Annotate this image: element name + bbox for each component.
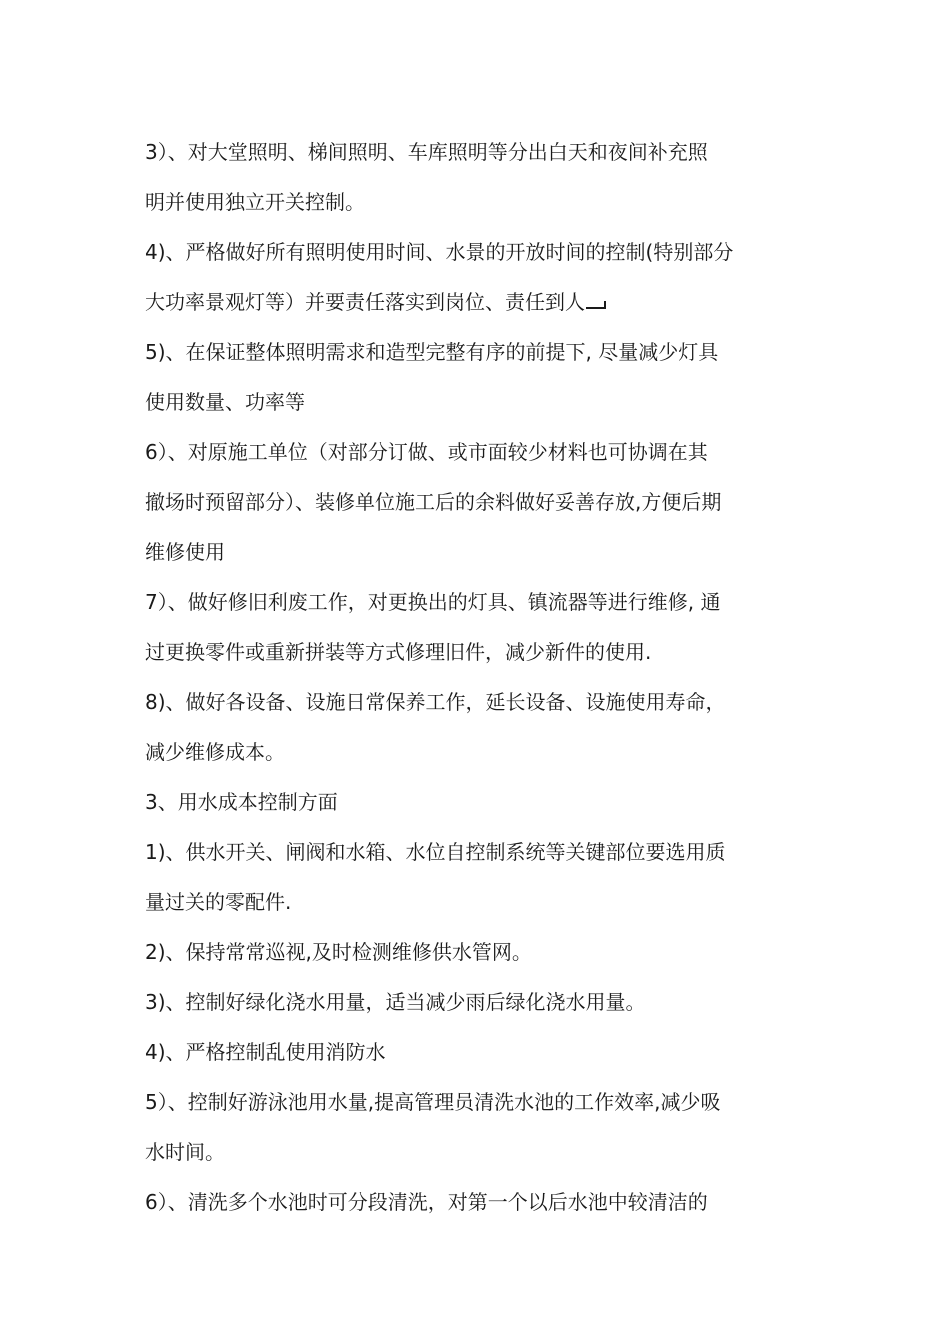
text-line: 6）、对原施工单位（对部分订做、或市面较少材料也可协调在其 xyxy=(145,440,708,464)
paragraph-lighting-5 xyxy=(145,327,809,427)
paragraph-water-3 xyxy=(145,977,809,1027)
text-line: 大功率景观灯等）并要责任落实到岗位、责任到人 xyxy=(145,290,585,314)
paragraph-water-6 xyxy=(145,1177,809,1227)
text-line: 维修使用 xyxy=(145,540,225,564)
text-line: 4)、严格控制乱使用消防水 xyxy=(145,1040,386,1064)
text-line: 水时间。 xyxy=(145,1140,225,1164)
text-line: 量过关的零配件. xyxy=(145,890,292,914)
text-line: 明并使用独立开关控制。 xyxy=(145,190,365,214)
paragraph-lighting-7 xyxy=(145,577,809,677)
paragraph-water-2 xyxy=(145,927,809,977)
text-line: 1)、供水开关、闸阀和水箱、水位自控制系统等关键部位要选用质 xyxy=(145,840,726,864)
text-line: 4)、严格做好所有照明使用时间、水景的开放时间的控制(特别部分 xyxy=(145,240,734,264)
paragraph-lighting-3 xyxy=(145,127,809,227)
text-line: 减少维修成本。 xyxy=(145,740,285,764)
document-body xyxy=(145,127,809,1227)
section-heading-water xyxy=(145,777,809,827)
text-line: 7）、做好修旧利废工作，对更换出的灯具、镇流器等进行维修, 通 xyxy=(145,590,721,614)
paragraph-lighting-6 xyxy=(145,427,809,577)
text-line: 过更换零件或重新拼装等方式修理旧件，减少新件的使用. xyxy=(145,640,652,664)
text-line: 5)、在保证整体照明需求和造型完整有序的前提下, 尽量减少灯具 xyxy=(145,340,719,364)
text-line: 8)、做好各设备、设施日常保养工作，延长设备、设施使用寿命， xyxy=(145,690,726,714)
return-mark-icon xyxy=(586,301,606,309)
text-line: 3)、控制好绿化浇水用量，适当减少雨后绿化浇水用量。 xyxy=(145,990,646,1014)
text-line: 3）、对大堂照明、梯间照明、车库照明等分出白天和夜间补充照 xyxy=(145,140,708,164)
paragraph-lighting-8 xyxy=(145,677,809,777)
paragraph-water-5 xyxy=(145,1077,809,1177)
text-line: 6）、清洗多个水池时可分段清洗，对第一个以后水池中较清洁的 xyxy=(145,1190,708,1214)
text-line: 2)、保持常常巡视,及时检测维修供水管网。 xyxy=(145,940,532,964)
text-line: 撤场时预留部分）、装修单位施工后的余料做好妥善存放,方便后期 xyxy=(145,490,722,514)
text-line: 使用数量、功率等 xyxy=(145,390,305,414)
paragraph-lighting-4 xyxy=(145,227,809,327)
section-title: 3、用水成本控制方面 xyxy=(145,790,338,814)
text-line-with-mark xyxy=(145,277,809,327)
text-line: 5）、控制好游泳池用水量,提高管理员清洗水池的工作效率,减少吸 xyxy=(145,1090,721,1114)
paragraph-water-4 xyxy=(145,1027,809,1077)
paragraph-water-1 xyxy=(145,827,809,927)
